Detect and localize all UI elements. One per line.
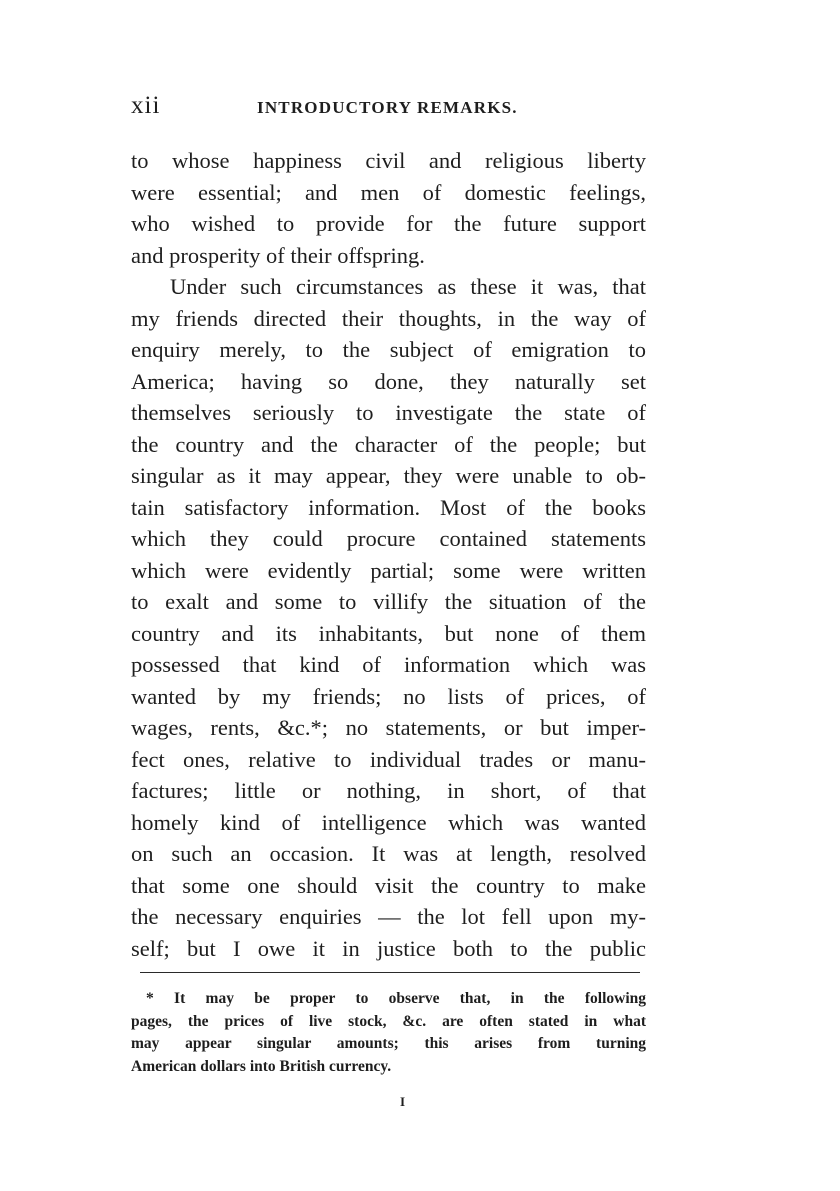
text-line: my friends directed their thoughts, in the way of [131, 305, 646, 331]
text-line: were essential; and men of domestic feelings, [131, 179, 646, 205]
text-line: which they could procure contained statements [131, 526, 646, 551]
body-text [131, 145, 646, 964]
text-line: to exalt and some to villify the situation of the [131, 589, 646, 614]
text-line: to whose happiness civil and religious liberty [131, 148, 646, 173]
running-head: INTRODUCTORY REMARKS. [257, 98, 518, 117]
page-header [131, 92, 646, 122]
text-line: wages, rents, &c.*; no statements, or but imper- [131, 715, 646, 740]
text-line: self; but I owe it in justice both to the public [131, 935, 646, 961]
footnote-line: may appear singular amounts; this arises from turning [131, 1035, 646, 1052]
signature-mark: I [400, 1094, 406, 1109]
text-line: country and its inhabitants, but none of them [131, 620, 646, 646]
text-line: on such an occasion. It was at length, resolved [131, 841, 646, 866]
text-line: tain satisfactory information. Most of the books [131, 494, 646, 520]
text-line: wanted by my friends; no lists of prices, of [131, 683, 646, 709]
text-line: enquiry merely, to the subject of emigration to [131, 337, 646, 362]
footnote [131, 988, 646, 1078]
page-number: xii [131, 92, 161, 119]
text-line: Under such circumstances as these it was, that [170, 274, 646, 299]
text-line: and prosperity of their offspring. [131, 242, 425, 268]
text-line: singular as it may appear, they were unable to ob- [131, 463, 646, 488]
footnote-line: * It may be proper to observe that, in the following [146, 990, 646, 1007]
text-line: which were evidently partial; some were written [131, 557, 646, 583]
text-line: fect ones, relative to individual trades or manu- [131, 746, 646, 772]
text-line: factures; little or nothing, in short, of that [131, 778, 646, 803]
footnote-line: pages, the prices of live stock, &c. are often stated in what [131, 1012, 646, 1030]
text-line: homely kind of intelligence which was wanted [131, 809, 646, 835]
footnote-divider [140, 972, 640, 973]
text-line: the necessary enquiries — the lot fell upon my- [131, 904, 646, 929]
text-line: possessed that kind of information which was [131, 652, 646, 677]
footnote-line: American dollars into British currency. [131, 1057, 392, 1075]
text-line: who wished to provide for the future support [131, 211, 646, 236]
text-line: that some one should visit the country to make [131, 872, 646, 898]
text-line: the country and the character of the people; but [131, 431, 646, 457]
text-line: America; having so done, they naturally set [131, 368, 646, 394]
text-line: themselves seriously to investigate the state of [131, 400, 646, 425]
